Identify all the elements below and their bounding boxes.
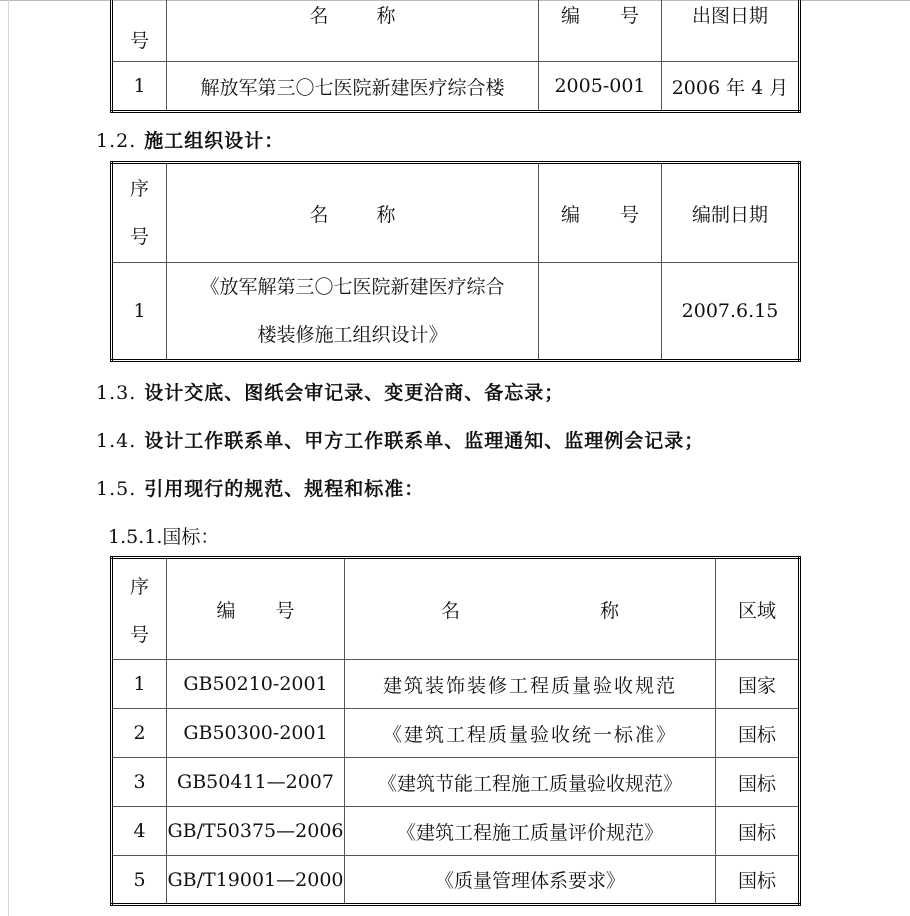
cell-code: [539, 263, 662, 361]
cell-seq: 1: [112, 62, 167, 112]
section-heading-1-5: [96, 474, 424, 501]
header-code-char: 编: [216, 599, 236, 622]
header-code: [539, 0, 662, 62]
header-name: [167, 0, 539, 62]
header-code-char: 编: [560, 203, 580, 226]
header-code: [167, 558, 345, 660]
cell-code: GB/T19001—2000: [167, 856, 345, 905]
section-number: 1.3.: [96, 382, 137, 404]
table-header-row: [112, 163, 800, 263]
cell-name: [167, 263, 539, 361]
cell-region: 国标: [716, 758, 800, 807]
table-row: [112, 856, 800, 905]
cell-code: GB50300-2001: [167, 709, 345, 758]
section-heading-1-4: [96, 426, 704, 453]
header-code-char: 号: [620, 5, 640, 27]
section-title: 施工组织设计：: [144, 130, 285, 152]
table-row: [112, 709, 800, 758]
cell-code: GB/T50375—2006: [167, 807, 345, 856]
header-seq: [112, 0, 167, 62]
table-row: [112, 660, 800, 709]
header-date-label: 编制日期: [691, 203, 768, 226]
cell-date: 2006 年 4 月: [662, 62, 800, 112]
cell-name: 解放军第三〇七医院新建医疗综合楼: [167, 62, 539, 112]
header-region-label: 区域: [737, 599, 776, 622]
cell-region: 国家: [716, 660, 800, 709]
header-name-char: 名: [440, 599, 460, 622]
cell-code: GB50210-2001: [167, 660, 345, 709]
cell-code: GB50411—2007: [167, 758, 345, 807]
header-code-char: 编: [560, 5, 580, 27]
header-seq: [112, 163, 167, 263]
table-row: [112, 263, 800, 361]
cell-name: 建筑装饰装修工程质量验收规范: [345, 660, 716, 709]
section-number: 1.4.: [96, 430, 137, 452]
header-name-char: 称: [600, 599, 620, 622]
header-name-char: 名: [309, 203, 329, 226]
section-title: 设计交底、图纸会审记录、变更洽商、备忘录；: [144, 382, 565, 404]
drawings-table: [110, 0, 801, 113]
cell-name: 《建筑工程质量验收统一标准》: [345, 709, 716, 758]
section-title: 设计工作联系单、甲方工作联系单、监理通知、监理例会记录；: [144, 430, 705, 452]
section-number: 1.5.: [96, 478, 137, 500]
cell-date: 2007.6.15: [662, 263, 800, 361]
cell-region: 国标: [716, 709, 800, 758]
subsection-heading-1-5-1: 1.5.1.国标：: [108, 526, 220, 548]
header-date-label: 出图日期: [691, 5, 768, 27]
header-name-char: 称: [376, 5, 396, 27]
cell-seq: 5: [112, 856, 167, 905]
cell-seq: 4: [112, 807, 167, 856]
cell-name-line: 楼装修施工组织设计》: [257, 324, 448, 346]
table-header-row: [112, 0, 800, 62]
cell-seq: 1: [112, 263, 167, 361]
national-standards-table: [110, 556, 801, 906]
cell-name: 《质量管理体系要求》: [345, 856, 716, 905]
header-seq-char: 号: [129, 226, 149, 248]
section-heading-1-3: [96, 378, 564, 405]
header-seq: [112, 558, 167, 660]
table-header-row: [112, 558, 800, 660]
header-code-char: 号: [275, 599, 295, 622]
header-seq-char: 序: [129, 178, 149, 200]
header-name: [345, 558, 716, 660]
construction-design-table: [110, 161, 801, 362]
section-title: 引用现行的规范、规程和标准：: [144, 478, 425, 500]
cell-code: 2005-001: [539, 62, 662, 112]
header-code: [539, 163, 662, 263]
header-seq-label: 号: [129, 30, 149, 52]
header-seq-char: 号: [129, 624, 149, 646]
cell-name: 《建筑节能工程施工质量验收规范》: [345, 758, 716, 807]
header-code-char: 号: [620, 203, 640, 226]
table-row: [112, 758, 800, 807]
header-name-char: 名: [309, 5, 329, 27]
cell-region: 国标: [716, 807, 800, 856]
table-row: [112, 62, 800, 112]
cell-region: 国标: [716, 856, 800, 905]
header-name: [167, 163, 539, 263]
header-region: [716, 558, 800, 660]
cell-name-line: 《放军解第三〇七医院新建医疗综合: [200, 276, 505, 298]
table-row: [112, 807, 800, 856]
cell-seq: 3: [112, 758, 167, 807]
cell-seq: 2: [112, 709, 167, 758]
page-side-rule: [8, 0, 9, 916]
cell-seq: 1: [112, 660, 167, 709]
section-heading-1-2: [96, 126, 284, 153]
header-name-char: 称: [376, 203, 396, 226]
header-seq-char: 序: [129, 576, 149, 598]
header-date: [662, 0, 800, 62]
header-date: [662, 163, 800, 263]
section-number: 1.2.: [96, 130, 137, 152]
cell-name: 《建筑工程施工质量评价规范》: [345, 807, 716, 856]
